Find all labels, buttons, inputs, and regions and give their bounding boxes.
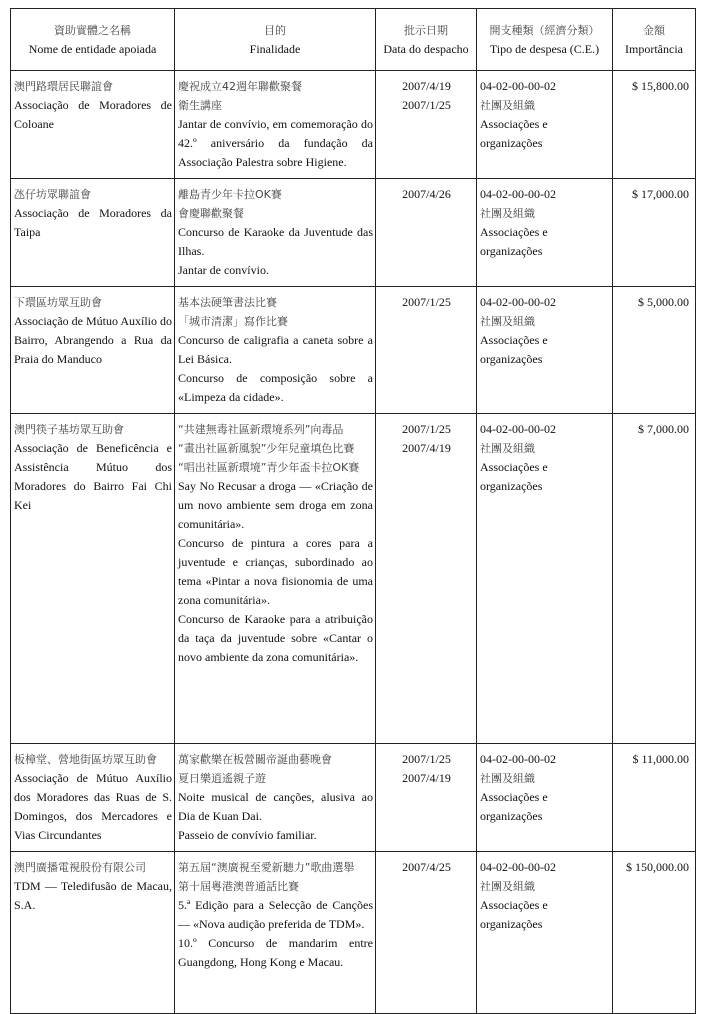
- entity-name-zh: 板樟堂、營地街區坊眾互助會: [14, 753, 157, 766]
- purpose-line: 衛生講座: [178, 99, 222, 112]
- purpose-line: 離島青少年卡拉OK賽: [178, 188, 282, 201]
- expense-type-zh: 社團及組織: [480, 99, 535, 112]
- expense-type-zh: 社團及組織: [480, 772, 535, 785]
- expense-type-pt: Associações e organizações: [480, 790, 548, 823]
- amount-value: $ 15,800.00: [632, 79, 689, 93]
- purpose-cell: [175, 179, 376, 287]
- despatch-date: 2007/1/25: [402, 295, 451, 309]
- entity-name-zh: 氹仔坊眾聯誼會: [14, 188, 91, 201]
- entity-name-zh: 下環區坊眾互助會: [14, 296, 102, 309]
- table-row: [11, 71, 696, 179]
- entity-name-pt: Associação de Mútuo Auxílio do Bairro, Abrangendo a Rua da Praia do Manduco: [14, 314, 172, 366]
- purpose-line: Passeio de convívio familiar.: [178, 828, 317, 842]
- entity-name-zh: 澳門筷子基坊眾互助會: [14, 423, 124, 436]
- economic-code: 04-02-00-00-02: [480, 422, 556, 436]
- header-date-zh: 批示日期: [404, 23, 448, 37]
- expense-type-pt: Associações e organizações: [480, 333, 548, 366]
- purpose-line: 基本法硬筆書法比賽: [178, 296, 277, 309]
- expense-type-zh: 社團及組織: [480, 442, 535, 455]
- amount-cell: [613, 414, 696, 744]
- economic-code: 04-02-00-00-02: [480, 752, 556, 766]
- expense-type-cell: [477, 852, 613, 1014]
- expense-type-pt: Associações e organizações: [480, 225, 548, 258]
- purpose-line: Jantar de convívio.: [178, 263, 269, 277]
- entity-name-zh: 澳門廣播電視股份有限公司: [14, 861, 146, 874]
- despatch-date: 2007/1/25: [402, 98, 451, 112]
- header-amount-pt: Importância: [625, 41, 683, 56]
- entity-name-pt: TDM — Teledifusão de Macau, S.A.: [14, 879, 172, 912]
- amount-value: $ 17,000.00: [632, 187, 689, 201]
- purpose-line: Noite musical de canções, alusiva ao Dia de Kuan Dai.: [178, 790, 373, 823]
- entity-cell: [11, 179, 175, 287]
- entity-name-pt: Associação de Moradores de Coloane: [14, 98, 172, 131]
- header-expense-type-pt: Tipo de despesa (C.E.): [489, 41, 600, 56]
- purpose-line: Jantar de convívio, em comemoração do 42.º aniversário da fundação da Associação Palestra sobre Higiene.: [178, 117, 373, 169]
- amount-value: $ 150,000.00: [626, 860, 689, 874]
- grants-table: [10, 8, 696, 1014]
- economic-code: 04-02-00-00-02: [480, 860, 556, 874]
- purpose-line: 夏日樂逍遙親子遊: [178, 772, 266, 785]
- purpose-line: “唱出社區新環境”青少年盃卡拉OK賽: [178, 461, 360, 474]
- despatch-date: 2007/1/25: [402, 422, 451, 436]
- despatch-date: 2007/1/25: [402, 752, 451, 766]
- header-entity-zh: 資助實體之名稱: [54, 23, 131, 37]
- header-expense-type-zh: 開支種類（經濟分類）: [489, 23, 600, 37]
- purpose-line: Say No Recusar a droga — «Criação de um novo ambiente sem droga em zona comunitária».: [178, 479, 373, 531]
- expense-type-pt: Associações e organizações: [480, 460, 548, 493]
- header-date: [376, 9, 477, 71]
- amount-value: $ 11,000.00: [632, 752, 689, 766]
- header-date-pt: Data do despacho: [383, 41, 469, 56]
- expense-type-zh: 社團及組織: [480, 880, 535, 893]
- amount-cell: [613, 744, 696, 852]
- purpose-line: Concurso de Karaoke para a atribuição da taça da juventude sobre «Cantar o novo ambiente da zona comunitária».: [178, 612, 373, 664]
- despatch-date: 2007/4/19: [402, 771, 451, 785]
- purpose-line: Concurso de caligrafia a caneta sobre a Lei Básica.: [178, 333, 373, 366]
- despatch-date: 2007/4/26: [402, 187, 451, 201]
- table-row: [11, 414, 696, 744]
- purpose-line: “畫出社區新風貌”少年兒童填色比賽: [178, 442, 355, 455]
- header-purpose: [175, 9, 376, 71]
- date-cell: [376, 179, 477, 287]
- header-entity: [11, 9, 175, 71]
- amount-value: $ 7,000.00: [638, 422, 689, 436]
- purpose-line: 會慶聯歡聚餐: [178, 207, 244, 220]
- date-cell: [376, 852, 477, 1014]
- purpose-line: 10.º Concurso de mandarim entre Guangdong, Hong Kong e Macau.: [178, 936, 373, 969]
- purpose-line: 萬家歡樂在板營關帝誕曲藝晚會: [178, 753, 332, 766]
- despatch-date: 2007/4/25: [402, 860, 451, 874]
- header-row: [11, 9, 696, 71]
- entity-name-pt: Associação de Moradores da Taipa: [14, 206, 172, 239]
- purpose-cell: [175, 744, 376, 852]
- expense-type-pt: Associações e organizações: [480, 117, 548, 150]
- table-row: [11, 852, 696, 1014]
- entity-cell: [11, 287, 175, 414]
- purpose-line: Concurso de composição sobre a «Limpeza da cidade».: [178, 371, 373, 404]
- purpose-cell: [175, 852, 376, 1014]
- amount-cell: [613, 71, 696, 179]
- expense-type-cell: [477, 179, 613, 287]
- purpose-cell: [175, 414, 376, 744]
- entity-cell: [11, 414, 175, 744]
- entity-name-zh: 澳門路環居民聯誼會: [14, 80, 113, 93]
- date-cell: [376, 744, 477, 852]
- purpose-line: 「城市清潔」寫作比賽: [178, 315, 288, 328]
- header-amount-zh: 金額: [643, 23, 665, 37]
- header-expense-type: [477, 9, 613, 71]
- amount-cell: [613, 179, 696, 287]
- purpose-cell: [175, 71, 376, 179]
- expense-type-cell: [477, 287, 613, 414]
- header-purpose-pt: Finalidade: [249, 41, 301, 56]
- header-entity-pt: Nome de entidade apoiada: [28, 41, 157, 56]
- table-row: [11, 287, 696, 414]
- date-cell: [376, 287, 477, 414]
- expense-type-pt: Associações e organizações: [480, 898, 548, 931]
- amount-value: $ 5,000.00: [638, 295, 689, 309]
- entity-cell: [11, 71, 175, 179]
- entity-name-pt: Associação de Beneficência e Assistência Mútuo dos Moradores do Bairro Fai Chi Kei: [14, 441, 172, 512]
- date-cell: [376, 71, 477, 179]
- amount-cell: [613, 287, 696, 414]
- purpose-line: 慶祝成立42週年聯歡聚餐: [178, 80, 302, 93]
- despatch-date: 2007/4/19: [402, 79, 451, 93]
- expense-type-cell: [477, 71, 613, 179]
- expense-type-zh: 社團及組織: [480, 315, 535, 328]
- amount-cell: [613, 852, 696, 1014]
- header-amount: [613, 9, 696, 71]
- purpose-line: 5.ª Edição para a Selecção de Canções — «Nova audição preferida de TDM».: [178, 898, 373, 931]
- expense-type-zh: 社團及組織: [480, 207, 535, 220]
- entity-cell: [11, 744, 175, 852]
- purpose-line: Concurso de pintura a cores para a juventude e crianças, subordinado ao tema «Pintar a nova fisionomia de uma zona comunitária».: [178, 536, 373, 607]
- table-row: [11, 744, 696, 852]
- purpose-line: 第十屆粵港澳普通話比賽: [178, 880, 299, 893]
- table-row: [11, 179, 696, 287]
- economic-code: 04-02-00-00-02: [480, 187, 556, 201]
- economic-code: 04-02-00-00-02: [480, 295, 556, 309]
- header-purpose-zh: 目的: [264, 23, 286, 37]
- purpose-line: Concurso de Karaoke da Juventude das Ilhas.: [178, 225, 373, 258]
- purpose-line: 第五屆“澳廣視至愛新聽力”歌曲選舉: [178, 861, 355, 874]
- entity-cell: [11, 852, 175, 1014]
- purpose-cell: [175, 287, 376, 414]
- expense-type-cell: [477, 744, 613, 852]
- entity-name-pt: Associação de Mútuo Auxílio dos Moradores das Ruas de S. Domingos, dos Mercadores e Vias Circundantes: [14, 771, 172, 842]
- expense-type-cell: [477, 414, 613, 744]
- purpose-line: “共建無毒社區新環境系列”向毒品: [178, 423, 344, 436]
- economic-code: 04-02-00-00-02: [480, 79, 556, 93]
- date-cell: [376, 414, 477, 744]
- despatch-date: 2007/4/19: [402, 441, 451, 455]
